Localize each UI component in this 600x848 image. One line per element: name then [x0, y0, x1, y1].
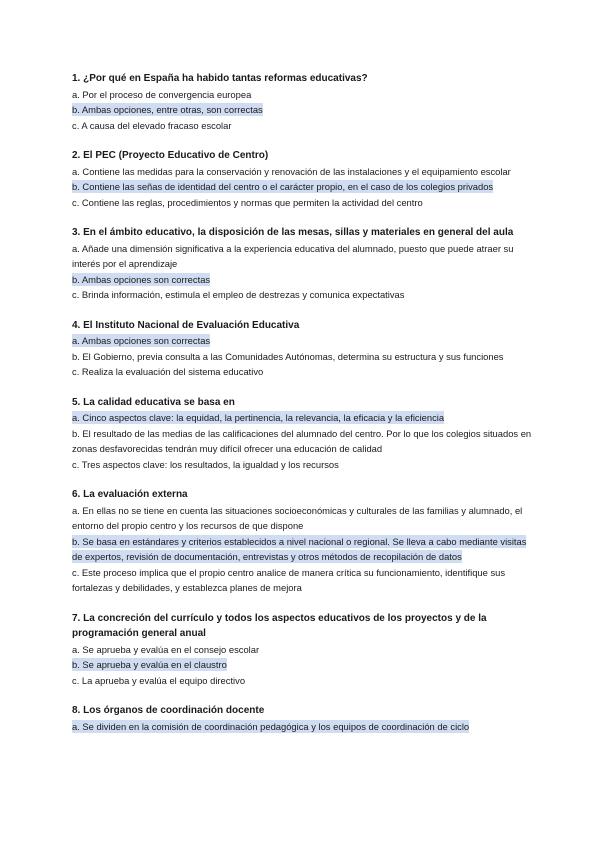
answer-text-highlighted: b. Ambas opciones son correctas	[72, 273, 211, 285]
option-list	[72, 241, 540, 303]
option-list	[72, 719, 540, 735]
question-title: 5. La calidad educativa se basa en	[72, 396, 235, 408]
question-3	[72, 225, 540, 303]
question-title: 8. Los órganos de coordinación docente	[72, 705, 265, 716]
answer-text: a. Contiene las medidas para la conservación y renovación de las instalaciones y el equipamiento escolar	[72, 165, 511, 177]
answer-option	[72, 87, 540, 103]
answer-option	[72, 195, 540, 211]
answer-text: a. Añade una dimensión significativa a la experiencia educativa del alumnado, puesto que puede atraer su interés por el aprendizaje	[72, 242, 514, 269]
answer-text: a. En ellas no se tiene en cuenta las situaciones socioeconómicas y culturales de las familias y alumnado, el entorno del propio centro y los recursos de que dispone	[72, 504, 523, 531]
question-7	[72, 611, 540, 689]
answer-text: c. La aprueba y evalúa el equipo directivo	[72, 674, 246, 686]
question-2	[72, 148, 540, 210]
answer-option	[72, 241, 540, 272]
answer-option	[72, 410, 540, 426]
answer-text: c. A causa del elevado fracaso escolar	[72, 119, 232, 131]
answer-option	[72, 534, 540, 565]
answer-option	[72, 287, 540, 303]
question-title: 4. El Instituto Nacional de Evaluación Educativa	[72, 319, 300, 331]
answer-option	[72, 642, 540, 658]
answer-text: c. Tres aspectos clave: los resultados, la igualdad y los recursos	[72, 458, 339, 470]
answer-text-highlighted: a. Se dividen en la comisión de coordinación pedagógica y los equipos de coordinación de ciclo	[72, 720, 470, 732]
question-title: 2. El PEC (Proyecto Educativo de Centro)	[72, 150, 269, 161]
option-list	[72, 333, 540, 380]
question-4	[72, 318, 540, 380]
answer-option	[72, 364, 540, 380]
answer-option	[72, 426, 540, 457]
option-list	[72, 87, 540, 134]
answer-option	[72, 272, 540, 288]
answer-option	[72, 657, 540, 673]
answer-text: b. El Gobierno, previa consulta a las Comunidades Autónomas, determina su estructura y sus funciones	[72, 350, 504, 362]
question-1	[72, 71, 540, 133]
option-list	[72, 503, 540, 596]
question-8	[72, 703, 540, 734]
answer-option	[72, 349, 540, 365]
answer-text: c. Realiza la evaluación del sistema educativo	[72, 366, 264, 377]
question-6	[72, 487, 540, 596]
answer-text: c. Contiene las reglas, procedimientos y normas que permiten la actividad del centro	[72, 196, 423, 208]
answer-option	[72, 333, 540, 349]
answer-option	[72, 179, 540, 195]
option-list	[72, 642, 540, 689]
option-list	[72, 410, 540, 472]
answer-text: c. Brinda información, estimula el empleo de destrezas y comunica expectativas	[72, 289, 405, 300]
answer-option	[72, 673, 540, 689]
question-title: 3. En el ámbito educativo, la disposición de las mesas, sillas y materiales en general del aula	[72, 227, 514, 238]
answer-text-highlighted: b. Se aprueba y evalúa en el claustro	[72, 659, 227, 670]
question-title: 6. La evaluación externa	[72, 489, 188, 500]
answer-text-highlighted: a. Ambas opciones son correctas	[72, 335, 211, 346]
answer-option	[72, 102, 540, 118]
answer-text: b. El resultado de las medias de las calificaciones del alumnado del centro. Por lo que los colegios situados en zonas desfavorecidas tendrán muy difícil ofrecer una educación de calidad	[72, 427, 532, 454]
option-list	[72, 164, 540, 211]
answer-text: c. Este proceso implica que el propio centro analice de manera crítica su funcionamiento, identifique sus fortalezas y debilidades, y establezca planes de mejora	[72, 566, 506, 593]
answer-option	[72, 118, 540, 134]
answer-text: a. Se aprueba y evalúa en el consejo escolar	[72, 643, 260, 655]
answer-option	[72, 164, 540, 180]
answer-text-highlighted: b. Se basa en estándares y criterios establecidos a nivel nacional o regional. Se lleva a cabo mediante visitas de expertos, revisión de documentación, entrevistas y otros métodos de recopilación de datos	[72, 535, 527, 562]
answer-text: a. Por el proceso de convergencia europea	[72, 88, 252, 100]
question-title: 7. La concreción del currículo y todos los aspectos educativos de los proyectos y de la programación general anual	[72, 612, 487, 639]
answer-option	[72, 503, 540, 534]
answer-option	[72, 719, 540, 735]
question-5	[72, 395, 540, 473]
question-list	[72, 71, 540, 734]
answer-text-highlighted: b. Contiene las señas de identidad del centro o el carácter propio, en el caso de los colegios privados	[72, 181, 494, 192]
answer-option	[72, 457, 540, 473]
question-title: 1. ¿Por qué en España ha habido tantas reformas educativas?	[72, 73, 368, 84]
answer-option	[72, 565, 540, 596]
answer-text-highlighted: b. Ambas opciones, entre otras, son correctas	[72, 104, 263, 115]
answer-text-highlighted: a. Cinco aspectos clave: la equidad, la pertinencia, la relevancia, la eficacia y la eficiencia	[72, 412, 445, 423]
